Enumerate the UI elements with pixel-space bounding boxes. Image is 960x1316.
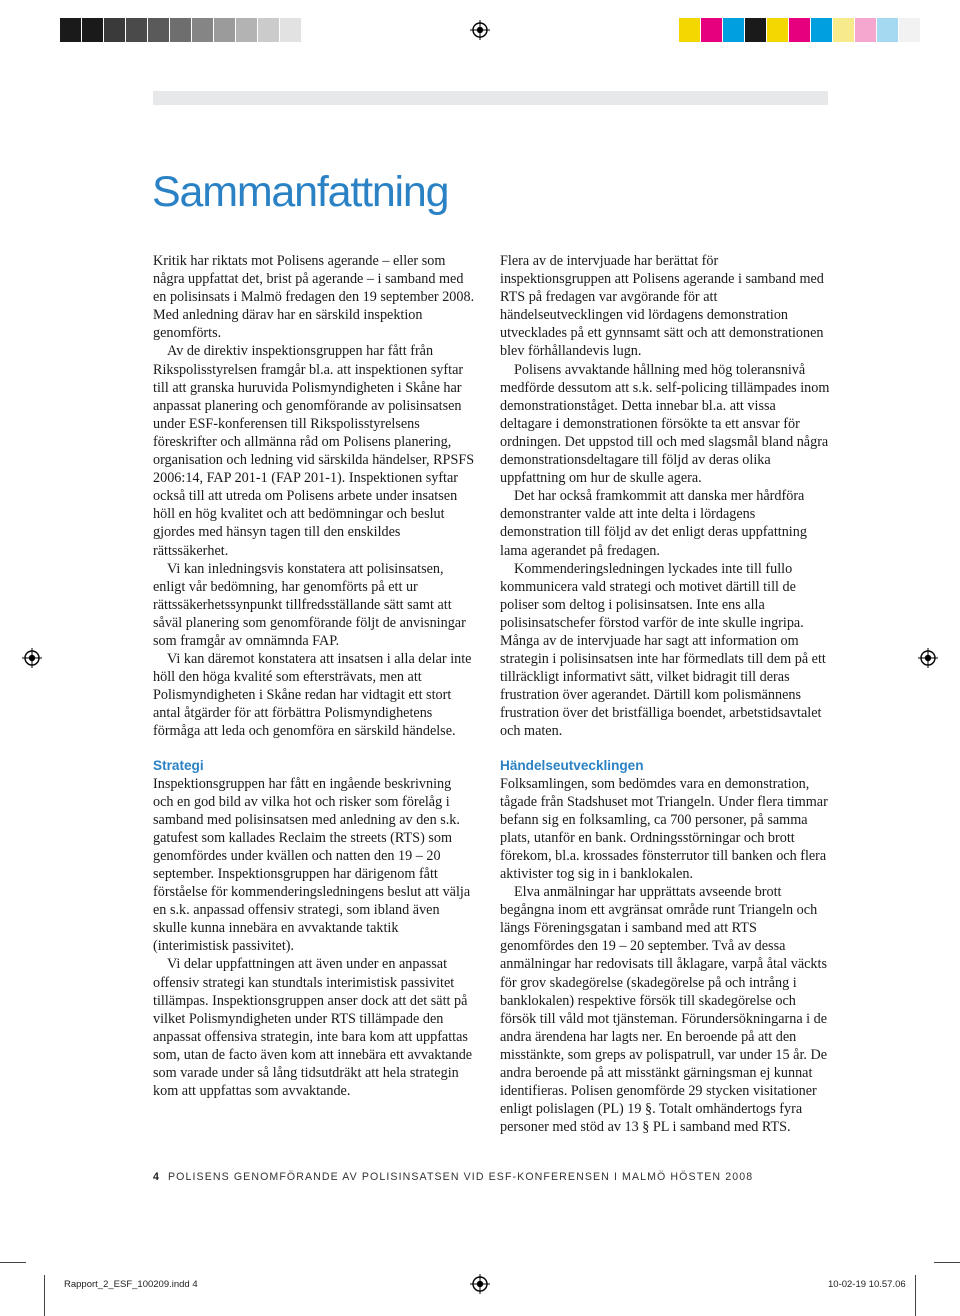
body-paragraph: Folksamlingen, som bedömdes vara en demonstration, tågade från Stadshuset mot Triangeln. Under flera timmar befann sig en folksamling, ca 700 personer, på samma plats, utanför en bank. Ordningsstörningar och brott förekom, bl.a. krossades fönsterrutor till banken och flera aktivister tog sig in i banklokalen.: [500, 775, 828, 882]
right-column: [500, 252, 830, 1136]
color-swatch: [126, 18, 147, 42]
left-column: [153, 252, 475, 1100]
slug-datetime: 10-02-19 10.57.06: [828, 1279, 906, 1290]
color-swatch-bar: [679, 18, 921, 42]
color-swatch: [745, 18, 766, 42]
color-swatch: [170, 18, 191, 42]
color-swatch: [833, 18, 854, 42]
color-swatch: [679, 18, 700, 42]
body-paragraph: Kommenderingsledningen lyckades inte till fullo kommunicera vald strategi och motivet därtill till de poliser som deltog i polisinsatsen. Inte ens alla polisinsatschefer förstod varför de inte skulle ingripa. Många av de intervjuade har sagt att information om strategin i polisinsatsen inte har förmedlats till dem på ett tillräckligt informativt sätt, vilket bidragit till deras frustration över agerandet. Därtill kom polismännens frustration över det bristfälliga boendet, arbetstidsavtalet och maten.: [500, 560, 826, 740]
color-swatch: [701, 18, 722, 42]
color-swatch: [104, 18, 125, 42]
body-paragraph: Vi kan däremot konstatera att insatsen i alla delar inte höll den höga kvalité som eftersträvats, men att Polismyndigheten i Skåne redan har vidtagit ett stort antal åtgärder för att förbättra Polismyndighetens förmåga att leda och genomföra en särskild händelse.: [153, 651, 472, 740]
crop-mark: [915, 1275, 916, 1316]
registration-mark-icon: [918, 648, 938, 668]
registration-mark-icon: [470, 20, 490, 40]
color-swatch: [280, 18, 301, 42]
body-paragraph: Elva anmälningar har upprättats avseende brott begångna inom ett avgränsat område runt Triangeln och längs Föreningsgatan i samband med att RTS genomfördes den 19 – 20 september. Två av dessa anmälningar har redovisats till åklagare, varpå åtal väckts för grov skadegörelse (skadegörelse på och intrång i banklokalen) respektive försök till skadegörelse och försök till våld mot tjänsteman. Förundersökningarna i de andra ärendena har lagts ner. En beroende på att den misstänkte, som greps av polispatrull, var under 15 år. De andra beroende på att misstänkt gärningsman ej kunnat identifieras. Polisen genomförde 29 stycken visitationer enligt polislagen (PL) 19 §. Totalt omhändertogs fyra personer med stöd av 13 § PL i samband med RTS.: [500, 884, 828, 1136]
body-paragraph: Polisens avvaktande hållning med hög toleransnivå medförde dessutom att s.k. self-policing tillämpades inom demonstrationståget. Detta innebar bl.a. att vissa deltagare i demonstrationen försökte ta ett ansvar för ordningen. Det uppstod till och med slagsmål bland några demonstrationsdeltagare till följd av deras olika uppfattning om hur de skulle agera.: [500, 361, 830, 487]
registration-mark-icon: [470, 1274, 490, 1294]
body-paragraph: Flera av de intervjuade har berättat för inspektionsgruppen att Polisens agerande i samband med RTS på fredagen var avgörande för att händelseutvecklingen vid lördagens demonstration utvecklades på ett gynnsamt sätt och att demonstrationen blev förhållandevis lugn.: [500, 253, 824, 360]
color-swatch: [258, 18, 279, 42]
slug-filename: Rapport_2_ESF_100209.indd 4: [64, 1279, 198, 1290]
color-swatch: [82, 18, 103, 42]
running-title: POLISENS GENOMFÖRANDE AV POLISINSATSEN VID ESF-KONFERENSEN I MALMÖ HÖSTEN 2008: [168, 1171, 754, 1183]
color-swatch: [767, 18, 788, 42]
color-swatch: [855, 18, 876, 42]
color-swatch: [877, 18, 898, 42]
color-swatch: [192, 18, 213, 42]
grey-swatch-bar: [60, 18, 302, 42]
page-footer: [153, 1171, 753, 1183]
section-heading: Strategi: [153, 757, 204, 773]
color-swatch: [789, 18, 810, 42]
color-swatch: [148, 18, 169, 42]
color-swatch: [60, 18, 81, 42]
body-paragraph: Av de direktiv inspektionsgruppen har fått från Rikspolisstyrelsen framgår bl.a. att inspektionen syftar till att granska huruvida Polismyndigheten i Skåne har anpassat planering och genomförande av polisinsatsen under ESF-konferensen till Rikspolisstyrelsens föreskrifter och allmänna råd om Polisens planering, organisation och ledning vid särskilda händelser, RPSFS 2006:14, FAP 201-1 (FAP 201-1). Inspektionen syftar också till att utreda om Polisens arbete under insatsen höll en hög kvalitet och att bedömningar och beslut gjordes med hänsyn tagen till den enskildes rättssäkerhet.: [153, 343, 475, 559]
body-paragraph: Kritik har riktats mot Polisens agerande – eller som några uppfattat det, brist på agerande – i samband med en polisinsats i Malmö fredagen den 19 september 2008. Med anledning därav har en särskild inspektion genomförts.: [153, 253, 475, 342]
color-swatch: [811, 18, 832, 42]
body-paragraph: Vi delar uppfattningen att även under en anpassat offensiv strategi kan stundtals interimistisk passivitet tillämpas. Inspektionsgruppen anser dock att det sätt på vilket Polismyndigheten under RTS tillämpade den anpassat offensiva strategin, inte bara kom att uppfattas som, utan de facto även kom att innebära ett avvaktande som varade under så lång tidsutdräkt att hela strategin kom att uppfattas som avvaktande.: [153, 956, 473, 1100]
crop-mark: [44, 1275, 45, 1316]
color-swatch: [214, 18, 235, 42]
page-number: 4: [153, 1171, 160, 1183]
header-band: [153, 91, 828, 105]
registration-mark-icon: [22, 648, 42, 668]
color-swatch: [723, 18, 744, 42]
section-heading: Händelseutvecklingen: [500, 757, 644, 773]
page-title: Sammanfattning: [152, 168, 449, 216]
crop-mark: [934, 1262, 960, 1263]
crop-mark: [0, 1262, 26, 1263]
body-paragraph: Det har också framkommit att danska mer hårdföra demonstranter valde att inte delta i lördagens demonstration till följd av det enligt deras uppfattning lama agerandet på fredagen.: [500, 488, 807, 559]
body-paragraph: Inspektionsgruppen har fått en ingående beskrivning och en god bild av vilka hot och risker som förelåg i samband med polisinsatsen med anledning av den s.k. gatufest som kallades Reclaim the streets (RTS) som genomfördes under kvällen och natten den 19 – 20 september. Inspektionsgruppen har därigenom fått förståelse för kommenderingsledningens beslut att välja en s.k. anpassad offensiv strategi, som ibland även skulle kunna innebära en avvaktande taktik (interimistisk passivitet).: [153, 775, 471, 955]
body-paragraph: Vi kan inledningsvis konstatera att polisinsatsen, enligt vår bedömning, har genomförts på ett ur rättssäkerhetssynpunkt tillfredsställande sätt samt att såväl planering som genomförande följt de anvisningar som framgår av omnämnda FAP.: [153, 560, 466, 649]
color-swatch: [899, 18, 920, 42]
color-swatch: [236, 18, 257, 42]
